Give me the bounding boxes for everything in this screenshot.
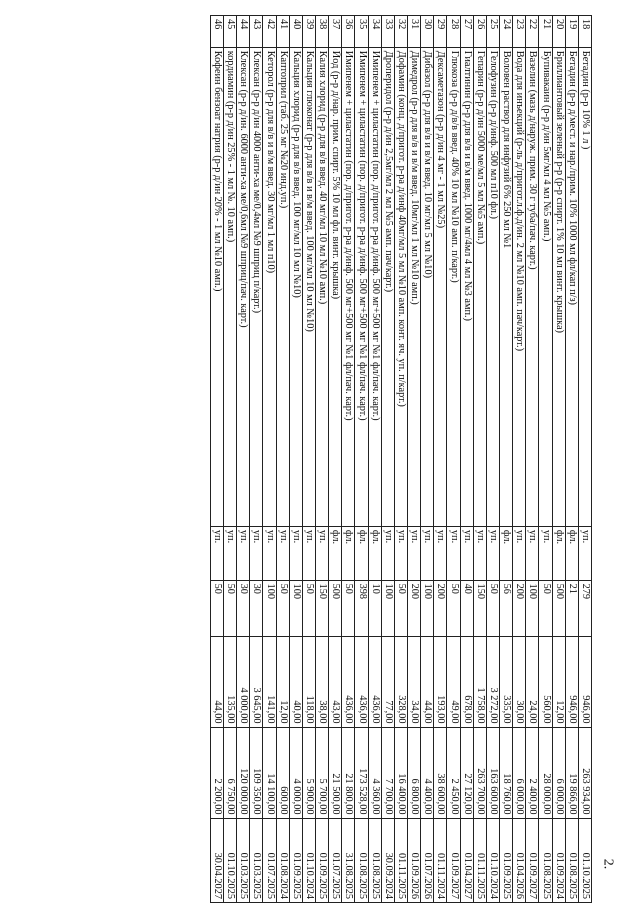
item-unit: уп. [513, 526, 526, 580]
row-number: 24 [500, 16, 513, 48]
item-price: 3 645,00 [250, 636, 263, 727]
table-row [276, 16, 289, 903]
table-row [210, 16, 223, 903]
item-quantity: 21 [565, 580, 578, 636]
item-unit: уп. [539, 526, 552, 580]
table-row [539, 16, 552, 903]
item-name: Гиалтинин (р-р для в/в и в/м введ. 1000 мг/4мл 4 мл №3 амп.) [460, 47, 473, 526]
row-number: 37 [329, 16, 342, 48]
item-expiry-date: 01.10.2024 [486, 818, 499, 902]
item-price: 43,00 [329, 636, 342, 727]
item-sum: 6 000,00 [552, 727, 565, 818]
item-name: Дофамин (конц. д/пригот. р-ра д/инф 40мг/мл 5 мл №10 амп. конт. яч. уп. п/карт.) [394, 47, 407, 526]
row-number: 32 [394, 16, 407, 48]
row-number: 34 [368, 16, 381, 48]
item-expiry-date: 01.08.2025 [355, 818, 368, 902]
item-sum: 16 400,00 [394, 727, 407, 818]
table-row [447, 16, 460, 903]
item-sum: 163 600,00 [486, 727, 499, 818]
item-sum: 5 900,00 [302, 727, 315, 818]
table-row [250, 16, 263, 903]
row-number: 26 [473, 16, 486, 48]
row-number: 28 [447, 16, 460, 48]
row-number: 42 [263, 16, 276, 48]
row-number: 39 [302, 16, 315, 48]
item-quantity: 50 [394, 580, 407, 636]
row-number: 21 [539, 16, 552, 48]
item-expiry-date: 01.11.2024 [434, 818, 447, 902]
item-unit: уп. [250, 526, 263, 580]
item-quantity: 500 [329, 580, 342, 636]
item-name: Дроперидол (р-р д/ин 2,5мг/мл 2 мл №5 амп. пач/карт.) [381, 47, 394, 526]
table-row [473, 16, 486, 903]
item-quantity: 50 [447, 580, 460, 636]
item-unit: фл. [500, 526, 513, 580]
table-body [210, 16, 591, 903]
table-row [421, 16, 434, 903]
item-sum: 4 360,00 [368, 727, 381, 818]
item-sum: 4 000,00 [289, 727, 302, 818]
item-unit: фл. [342, 526, 355, 580]
row-number: 36 [342, 16, 355, 48]
item-name: Вазелин (мазь д/наруж. прим. 30 г туба/пач. карт.) [526, 47, 539, 526]
item-quantity: 50 [276, 580, 289, 636]
row-number: 40 [289, 16, 302, 48]
item-unit: уп. [263, 526, 276, 580]
table-row [500, 16, 513, 903]
item-unit: уп. [316, 526, 329, 580]
row-number: 33 [381, 16, 394, 48]
item-name: Дибазол (р-р для в/в и в/м введ. 10 мг/мл 5 мл №10) [421, 47, 434, 526]
item-unit: уп. [394, 526, 407, 580]
item-name: Глюкоза (р-р д/в/в введ. 40% 10 мл №10 амп. п/карт.) [447, 47, 460, 526]
row-number: 29 [434, 16, 447, 48]
rotated-document [27, 15, 592, 903]
row-number: 27 [460, 16, 473, 48]
item-quantity: 50 [539, 580, 552, 636]
table-row [565, 16, 578, 903]
row-number: 18 [578, 16, 591, 48]
item-unit: уп. [237, 526, 250, 580]
item-price: 44,00 [210, 636, 223, 727]
item-expiry-date: 01.03.2025 [237, 818, 250, 902]
item-sum: 14 100,00 [263, 727, 276, 818]
item-quantity: 200 [513, 580, 526, 636]
item-name: Кальция глюконат (р-р для в/в и в/м введ. 100 мг/мл 10 мл №10) [302, 47, 315, 526]
item-name: Вода для инъекций (р-ль д/пригот.л.ф.д/ин. 2 мл №10 амп. пач/карт.) [513, 47, 526, 526]
item-expiry-date: 01.09.2026 [408, 818, 421, 902]
item-name: Бриллиантовый зеленый р-р (р-р спирт. 1% 10 мл винт. крышка) [552, 47, 565, 526]
item-price: 24,00 [526, 636, 539, 727]
item-price: 44,00 [421, 636, 434, 727]
table-row [486, 16, 499, 903]
row-number: 30 [421, 16, 434, 48]
item-name: Кальция хлорид (р-р для в/в введ. 100 мг/мл 10 мл №10) [289, 47, 302, 526]
item-name: Клексан (р-р д/ин. 6000 анти-ха ме/0,6мл №9 шприц/пач. карт.) [237, 47, 250, 526]
table-row [513, 16, 526, 903]
item-price: 436,00 [355, 636, 368, 727]
item-unit: уп. [276, 526, 289, 580]
item-price: 12,00 [276, 636, 289, 727]
item-price: 678,00 [460, 636, 473, 727]
row-number: 35 [355, 16, 368, 48]
item-unit: уп. [381, 526, 394, 580]
table-row [526, 16, 539, 903]
item-expiry-date: 01.11.2025 [394, 818, 407, 902]
item-sum: 28 000,00 [539, 727, 552, 818]
item-name: Кеторол (р-р для в/в и в/м введ. 30 мг/мл 1 мл п10) [263, 47, 276, 526]
row-number: 45 [224, 16, 237, 48]
item-price: 141,00 [263, 636, 276, 727]
table-row [434, 16, 447, 903]
table-row [342, 16, 355, 903]
row-number: 20 [552, 16, 565, 48]
item-name: кордиамин (р-р д/ин 25% - 1 мл №. 10 амп.) [224, 47, 237, 526]
item-unit: фл. [552, 526, 565, 580]
item-name: Клексан (р-р д/ин 4000 анти-ха ме/0,4мл №9 шприц п/карт.) [250, 47, 263, 526]
item-expiry-date: 30.09.2024 [381, 818, 394, 902]
item-quantity: 500 [552, 580, 565, 636]
item-sum: 27 120,00 [460, 727, 473, 818]
item-expiry-date: 01.11.2025 [473, 818, 486, 902]
item-sum: 600,00 [276, 727, 289, 818]
item-unit: уп. [408, 526, 421, 580]
table-row [302, 16, 315, 903]
item-price: 12,00 [552, 636, 565, 727]
item-unit: уп. [473, 526, 486, 580]
table-row [381, 16, 394, 903]
table-row [578, 16, 591, 903]
item-unit: уп. [289, 526, 302, 580]
item-name: Воловен раствор для инфузий 6% 250 мл №1 [500, 47, 513, 526]
item-quantity: 150 [473, 580, 486, 636]
item-expiry-date: 01.08.2025 [565, 818, 578, 902]
item-unit: фл. [355, 526, 368, 580]
item-price: 946,00 [565, 636, 578, 727]
item-expiry-date: 01.08.2025 [368, 818, 381, 902]
item-name: Йод (р-р д/нар. прим. спирт. 5% 10 мл фл. винт. крышка) [329, 47, 342, 526]
item-name: Калия хлорид (р-р для в/в введ. 40 мг/мл 10 мл №10 амп.) [316, 47, 329, 526]
item-expiry-date: 01.08.2024 [276, 818, 289, 902]
item-quantity: 30 [250, 580, 263, 636]
table-row [316, 16, 329, 903]
table-row [289, 16, 302, 903]
item-expiry-date: 01.09.2025 [500, 818, 513, 902]
row-number: 23 [513, 16, 526, 48]
item-sum: 6 750,00 [224, 727, 237, 818]
item-name: Димедрол (р-р для в/в и в/м введ. 10мг/мл 1 мл №10 амп.) [408, 47, 421, 526]
item-price: 40,00 [289, 636, 302, 727]
item-price: 328,00 [394, 636, 407, 727]
row-number: 41 [276, 16, 289, 48]
item-name: Каптоприл (таб. 25 мг №20 инд.уп.) [276, 47, 289, 526]
row-number: 44 [237, 16, 250, 48]
item-sum: 2 400,00 [526, 727, 539, 818]
item-quantity: 40 [460, 580, 473, 636]
item-expiry-date: 01.09.2024 [552, 818, 565, 902]
row-number: 31 [408, 16, 421, 48]
row-number: 38 [316, 16, 329, 48]
item-expiry-date: 01.07.2025 [263, 818, 276, 902]
item-expiry-date: 01.10.2024 [302, 818, 315, 902]
item-sum: 2 450,00 [447, 727, 460, 818]
table-row [237, 16, 250, 903]
table-row [263, 16, 276, 903]
item-unit: уп. [447, 526, 460, 580]
item-name: Бупивакаин (р-р д/ин 5мг/мл 4 мл №5 амп.) [539, 47, 552, 526]
row-number: 19 [565, 16, 578, 48]
item-price: 34,00 [408, 636, 421, 727]
table-row [224, 16, 237, 903]
item-expiry-date: 01.10.2025 [224, 818, 237, 902]
row-number: 25 [486, 16, 499, 48]
item-expiry-date: 01.07.2026 [421, 818, 434, 902]
table-row [552, 16, 565, 903]
table-row [460, 16, 473, 903]
item-quantity: 100 [263, 580, 276, 636]
item-price: 30,00 [513, 636, 526, 727]
item-price: 436,00 [368, 636, 381, 727]
table-row [408, 16, 421, 903]
item-price: 436,00 [342, 636, 355, 727]
item-quantity: 398 [355, 580, 368, 636]
item-sum: 109 350,00 [250, 727, 263, 818]
item-expiry-date: 01.08.2025 [539, 818, 552, 902]
item-expiry-date: 01.09.2025 [289, 818, 302, 902]
item-price: 4 000,00 [237, 636, 250, 727]
item-quantity: 279 [578, 580, 591, 636]
item-quantity: 150 [316, 580, 329, 636]
item-expiry-date: 01.09.2025 [316, 818, 329, 902]
item-sum: 6 800,00 [408, 727, 421, 818]
item-expiry-date: 01.09.2027 [447, 818, 460, 902]
item-name: Бетадин (р-р д/мест. и нар./прим. 10% 1000 мл фл/кап п/з) [565, 47, 578, 526]
item-quantity: 50 [224, 580, 237, 636]
item-quantity: 50 [302, 580, 315, 636]
item-sum: 38 600,00 [434, 727, 447, 818]
item-price: 118,00 [302, 636, 315, 727]
item-name: Кофеин бензоат натрия (р-р д/ин 20% - 1 мл №10 амп.) [210, 47, 223, 526]
item-name: Гепарин (р-р д/ин 5000 ме/мл 5 мл №5 амп.) [473, 47, 486, 526]
item-quantity: 10 [368, 580, 381, 636]
item-quantity: 56 [500, 580, 513, 636]
item-quantity: 100 [289, 580, 302, 636]
table-row [394, 16, 407, 903]
item-unit: фл. [368, 526, 381, 580]
item-sum: 21 800,00 [342, 727, 355, 818]
item-name: Бетадин (р-р 10% 1 л ) [578, 47, 591, 526]
item-price: 193,00 [434, 636, 447, 727]
item-expiry-date: 01.07.2025 [329, 818, 342, 902]
item-sum: 263 934,00 [578, 727, 591, 818]
item-quantity: 50 [342, 580, 355, 636]
item-unit: уп. [224, 526, 237, 580]
item-unit: уп. [421, 526, 434, 580]
item-unit: уп. [460, 526, 473, 580]
item-expiry-date: 01.04.2026 [513, 818, 526, 902]
item-price: 135,00 [224, 636, 237, 727]
item-quantity: 200 [408, 580, 421, 636]
item-expiry-date: 01.03.2025 [250, 818, 263, 902]
row-number: 22 [526, 16, 539, 48]
item-expiry-date: 01.10.2025 [578, 818, 591, 902]
item-name: Имипенем + циластатин (пор. д/пригот. р-ра д/инф. 500 мг+500 мг №1 фл/пач. карт.) [368, 47, 381, 526]
item-quantity: 30 [237, 580, 250, 636]
item-sum: 6 000,00 [513, 727, 526, 818]
item-quantity: 100 [526, 580, 539, 636]
item-price: 49,00 [447, 636, 460, 727]
item-sum: 5 700,00 [316, 727, 329, 818]
item-sum: 21 500,00 [329, 727, 342, 818]
item-unit: фл. [565, 526, 578, 580]
item-unit: уп. [578, 526, 591, 580]
item-expiry-date: 30.04.2027 [210, 818, 223, 902]
table-row [368, 16, 381, 903]
item-quantity: 100 [381, 580, 394, 636]
item-unit: уп. [434, 526, 447, 580]
item-sum: 173 528,00 [355, 727, 368, 818]
table-row [355, 16, 368, 903]
item-name: Имипенем + циластатин (пор. д/пригот. р-ра д/инф. 500 мг+500 мг №1 фл/пач. карт.) [342, 47, 355, 526]
item-sum: 4 400,00 [421, 727, 434, 818]
item-sum: 18 760,00 [500, 727, 513, 818]
item-price: 3 272,00 [486, 636, 499, 727]
item-price: 1 758,00 [473, 636, 486, 727]
item-expiry-date: 01.04.2027 [460, 818, 473, 902]
price-table [210, 15, 592, 903]
page-number: 2. [600, 858, 616, 870]
table-row [329, 16, 342, 903]
item-expiry-date: 31.08.2025 [342, 818, 355, 902]
item-price: 335,00 [500, 636, 513, 727]
item-sum: 7 700,00 [381, 727, 394, 818]
item-price: 560,00 [539, 636, 552, 727]
row-number: 43 [250, 16, 263, 48]
item-price: 38,00 [316, 636, 329, 727]
item-quantity: 50 [210, 580, 223, 636]
item-unit: фл. [329, 526, 342, 580]
item-quantity: 50 [486, 580, 499, 636]
item-expiry-date: 01.09.2027 [526, 818, 539, 902]
item-unit: уп. [302, 526, 315, 580]
item-sum: 263 700,00 [473, 727, 486, 818]
item-sum: 19 866,00 [565, 727, 578, 818]
item-price: 946,00 [578, 636, 591, 727]
item-unit: уп. [210, 526, 223, 580]
item-name: Имипенем + циластатин (пор. д/пригот. р-ра д/инф. 500 мг+500 мг №1 фл/пач. карт.) [355, 47, 368, 526]
item-quantity: 200 [434, 580, 447, 636]
item-name: Гелофузин (р-р д/инф. 500 мл п10 фл.) [486, 47, 499, 526]
row-number: 46 [210, 16, 223, 48]
item-sum: 120 000,00 [237, 727, 250, 818]
item-price: 77,00 [381, 636, 394, 727]
item-unit: уп. [486, 526, 499, 580]
item-name: Дексаметазон (р-р д/ин 4 мг - 1 мл №25) [434, 47, 447, 526]
item-unit: уп. [526, 526, 539, 580]
item-quantity: 100 [421, 580, 434, 636]
item-sum: 2 200,00 [210, 727, 223, 818]
